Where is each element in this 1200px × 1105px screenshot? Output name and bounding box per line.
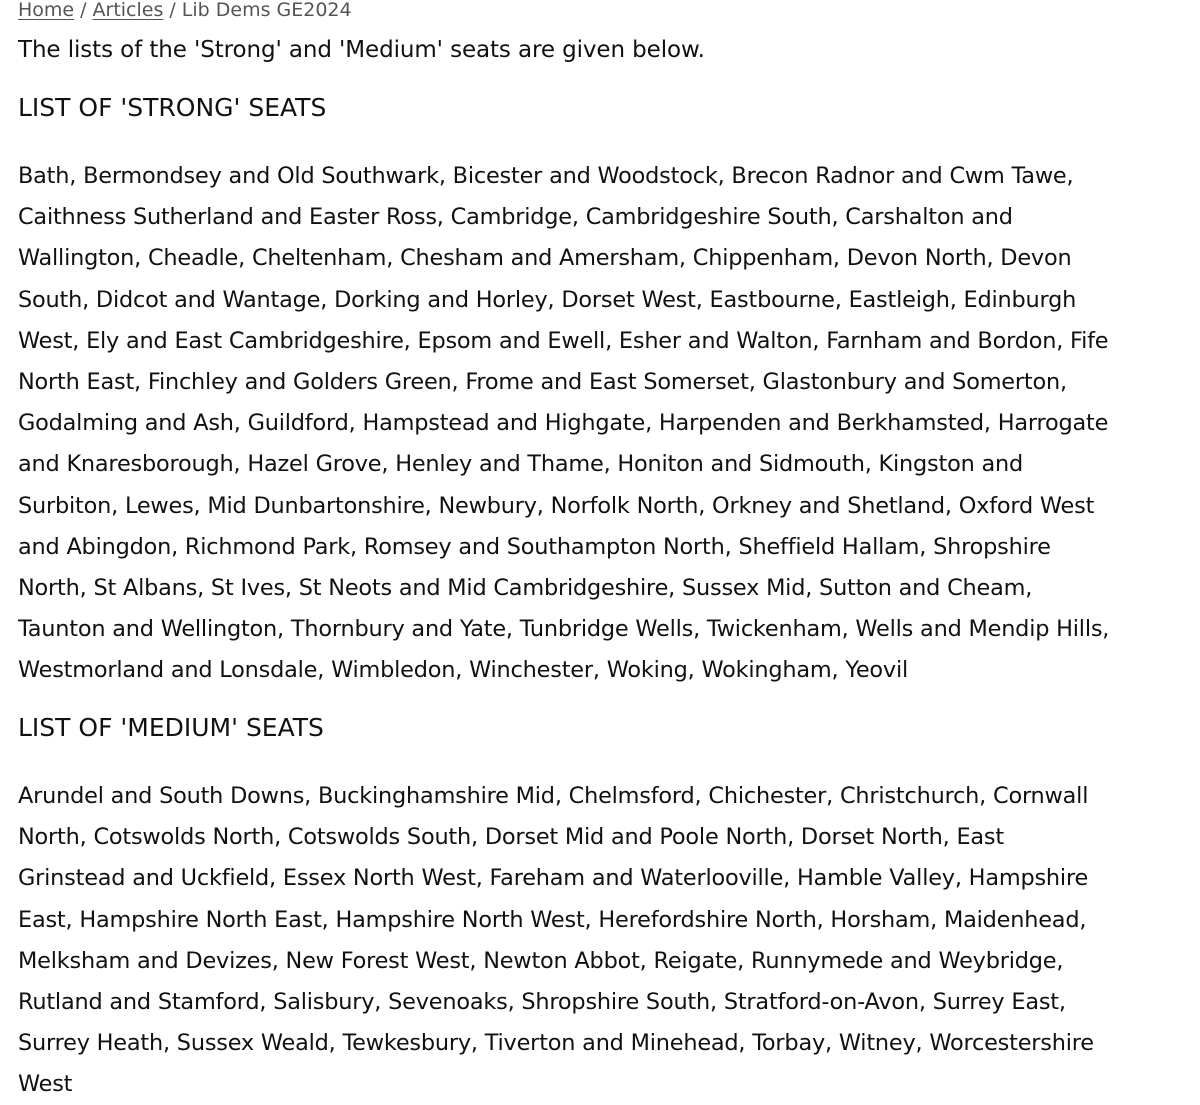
medium-seats-line: Melksham and Devizes, New Forest West, Newton Abbot, Reigate, Runnymede and Weybridge, [18,947,1064,974]
medium-seats-line: Arundel and South Downs, Buckinghamshire Mid, Chelmsford, Chichester, Christchurch, Cornwall [18,783,1089,809]
breadcrumb-articles-link[interactable]: Articles [92,0,164,21]
medium-seats-line: North, Cotswolds North, Cotswolds South, Dorset Mid and Poole North, Dorset North, East [18,824,1004,851]
medium-seats-line: Rutland and Stamford, Salisbury, Sevenoaks, Shropshire South, Stratford-on-Avon, Surrey East, [18,989,1066,1016]
strong-seats-line: South, Didcot and Wantage, Dorking and Horley, Dorset West, Eastbourne, Eastleigh, Edinburgh [18,286,1077,313]
strong-seats-line: Bath, Bermondsey and Old Southwark, Bicester and Woodstock, Brecon Radnor and Cwm Tawe, [18,163,1074,189]
strong-seats-line: Godalming and Ash, Guildford, Hampstead and Highgate, Harpenden and Berkhamsted, Harrogate [18,410,1109,437]
medium-seats-heading: LIST OF 'MEDIUM' SEATS [18,713,324,742]
strong-seats-heading: LIST OF 'STRONG' SEATS [18,93,327,122]
breadcrumb-current-page: Lib Dems GE2024 [181,0,352,21]
strong-seats-line: Caithness Sutherland and Easter Ross, Cambridge, Cambridgeshire South, Carshalton and [18,204,1013,231]
breadcrumb [18,0,352,23]
strong-seats-line: and Knaresborough, Hazel Grove, Henley and Thame, Honiton and Sidmouth, Kingston and [18,451,1024,478]
medium-seats-line: Surrey Heath, Sussex Weald, Tewkesbury, Tiverton and Minehead, Torbay, Witney, Worcestershire [18,1030,1094,1057]
strong-seats-line: North East, Finchley and Golders Green, Frome and East Somerset, Glastonbury and Somerton, [18,369,1067,396]
strong-seats-line: and Abingdon, Richmond Park, Romsey and Southampton North, Sheffield Hallam, Shropshire [18,533,1051,560]
strong-seats-line: West, Ely and East Cambridgeshire, Epsom and Ewell, Esher and Walton, Farnham and Bordon, Fife [18,327,1109,354]
medium-seats-line: Grinstead and Uckfield, Essex North West, Fareham and Waterlooville, Hamble Valley, Hampshire [18,865,1089,892]
strong-seats-line: Surbiton, Lewes, Mid Dunbartonshire, Newbury, Norfolk North, Orkney and Shetland, Oxford West [18,492,1095,519]
breadcrumb-separator: / [169,0,176,21]
strong-seats-line: Westmorland and Lonsdale, Wimbledon, Winchester, Woking, Wokingham, Yeovil [18,657,908,684]
strong-seats-line: North, St Albans, St Ives, St Neots and Mid Cambridgeshire, Sussex Mid, Sutton and Cheam, [18,575,1033,602]
medium-seats-list [18,776,1178,1105]
medium-seats-line: East, Hampshire North East, Hampshire North West, Herefordshire North, Horsham, Maidenhead, [18,906,1087,933]
intro-text: The lists of the 'Strong' and 'Medium' seats are given below. [18,37,705,63]
strong-seats-line: Wallington, Cheadle, Cheltenham, Chesham and Amersham, Chippenham, Devon North, Devon [18,245,1072,272]
breadcrumb-home-link[interactable]: Home [18,0,75,21]
strong-seats-line: Taunton and Wellington, Thornbury and Yate, Tunbridge Wells, Twickenham, Wells and Mendip Hills, [18,616,1110,643]
strong-seats-list [18,156,1178,692]
breadcrumb-separator: / [80,0,87,21]
medium-seats-line: West [18,1071,73,1098]
